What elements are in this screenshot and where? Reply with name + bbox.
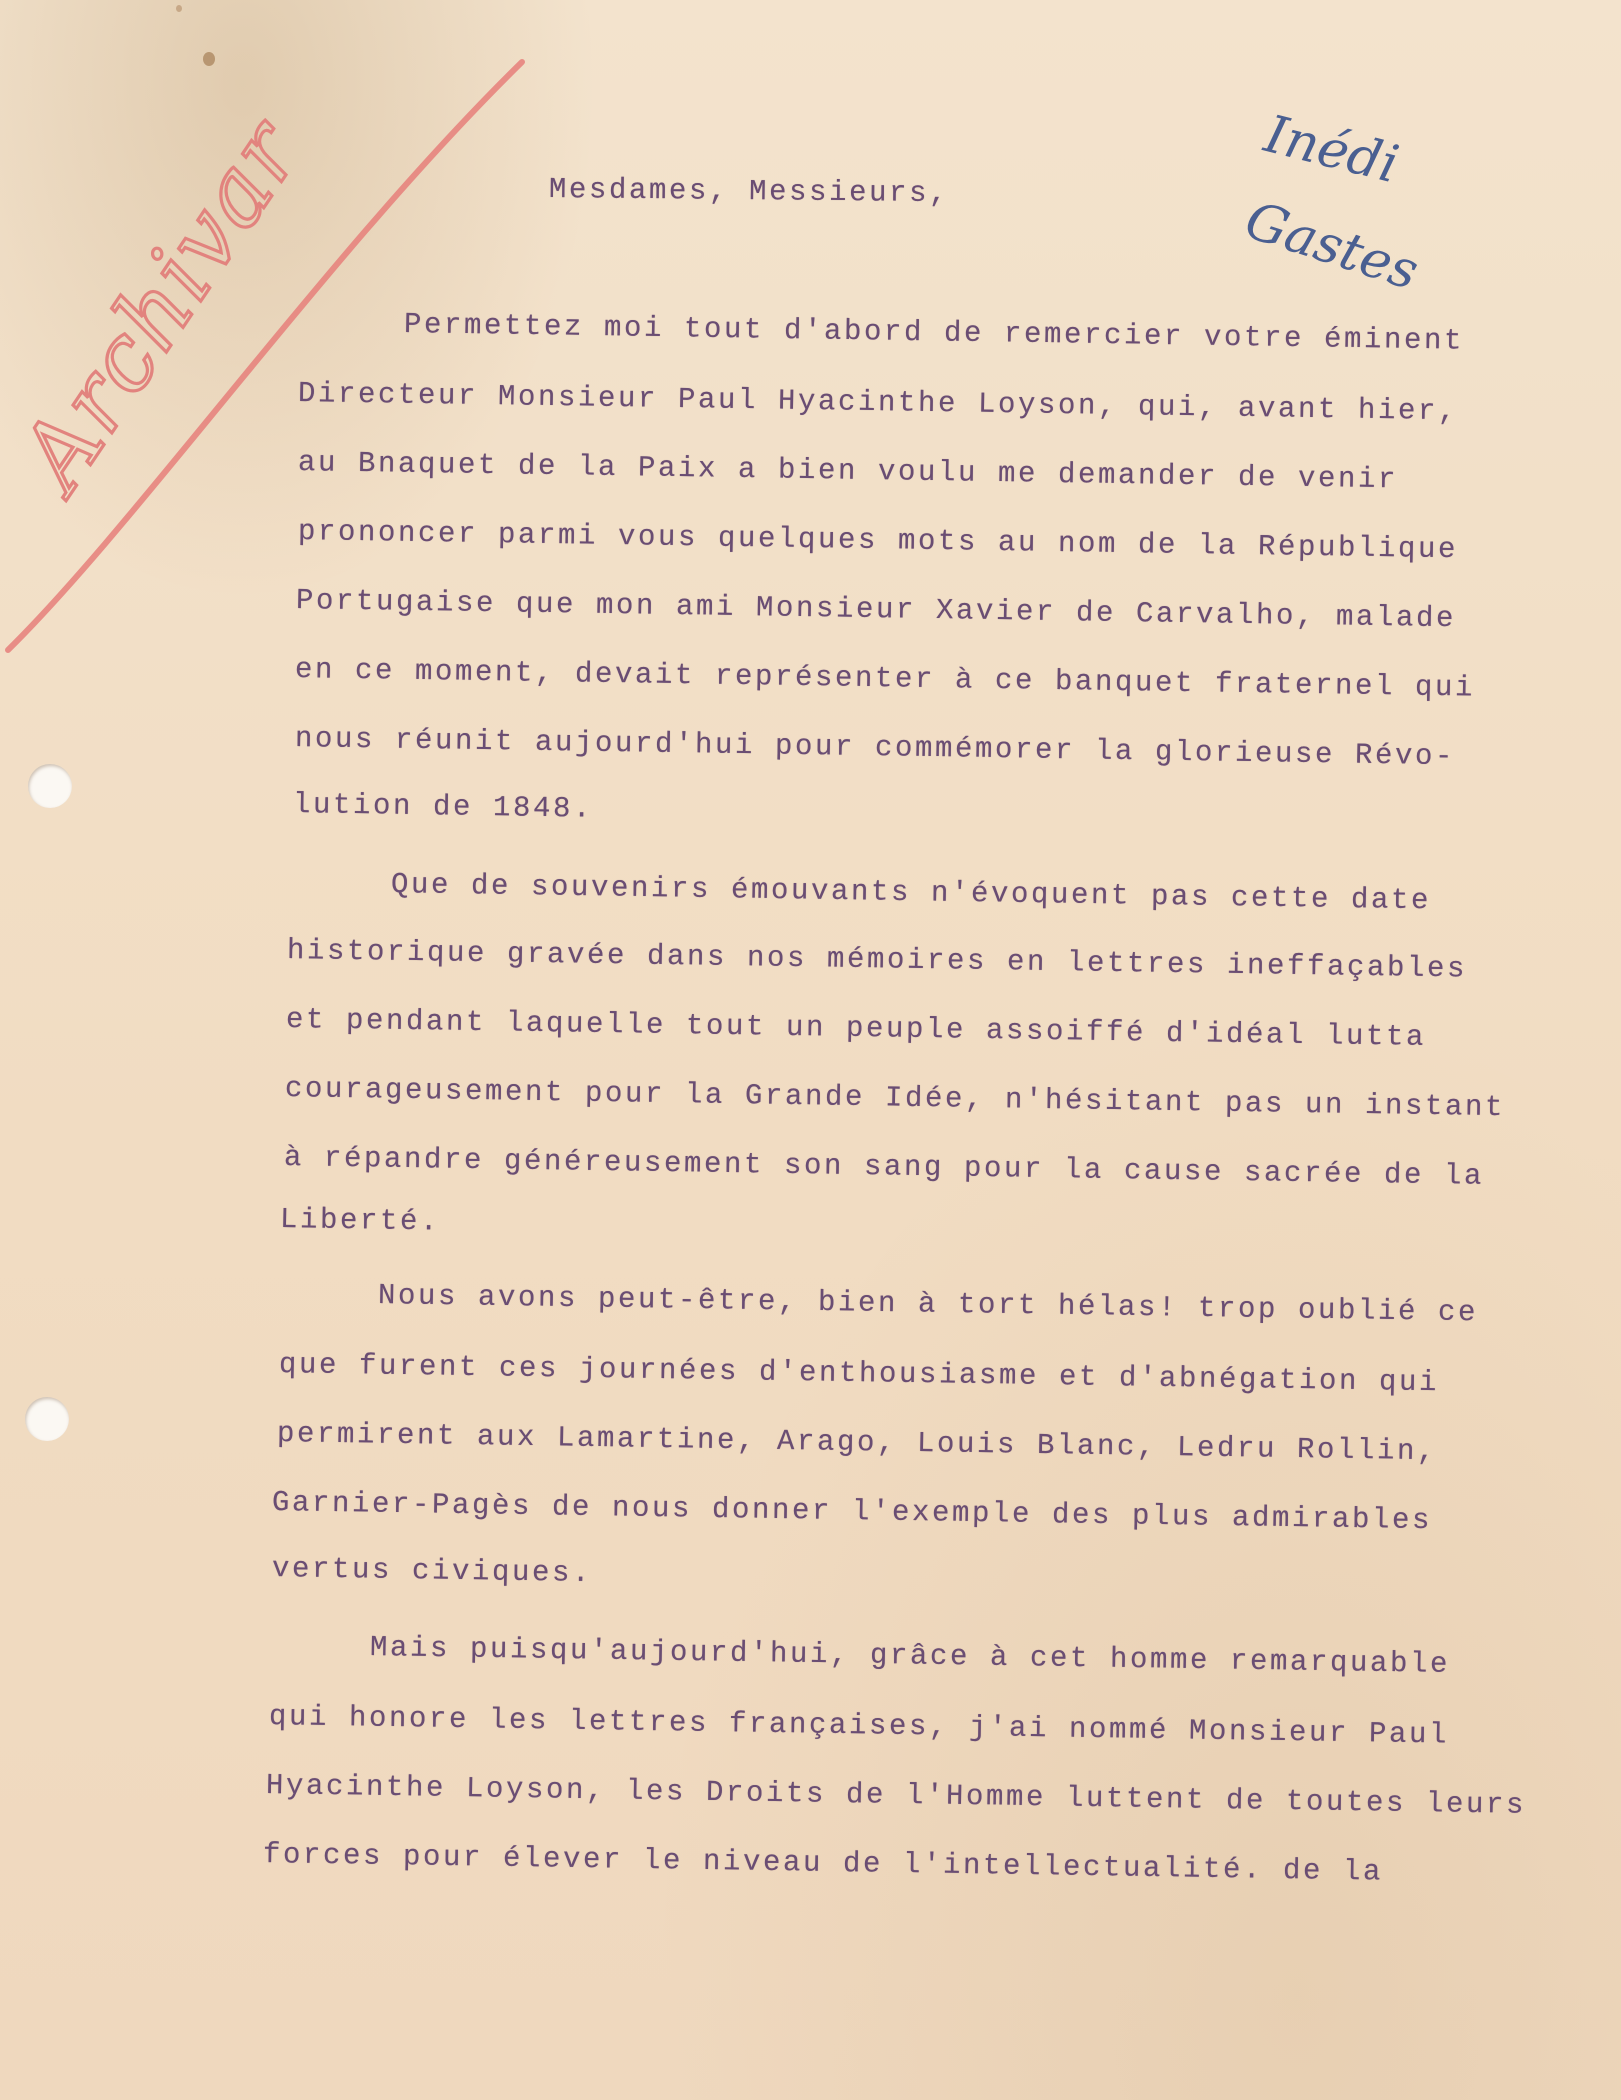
paragraph-2-line-6: Liberté. <box>279 1203 441 1239</box>
paragraph-2-line-4: courageusement pour la Grande Idée, n'hésitant pas un instant <box>284 1072 1506 1125</box>
paragraph-4-line-1: Mais puisqu'aujourd'hui, grâce à cet homme remarquable <box>369 1631 1451 1681</box>
archivar-text: Archivar <box>0 101 322 508</box>
paragraph-2-line-1: Que de souvenirs émouvants n'évoquent pas cette date <box>390 868 1432 918</box>
paragraph-4-line-2: qui honore les lettres françaises, j'ai nommé Monsieur Paul <box>268 1700 1450 1752</box>
paragraph-1-line-3: au Bnaquet de la Paix a bien voulu me demander de venir <box>297 446 1399 497</box>
handwritten-line-1: Inédi <box>1258 104 1405 196</box>
paragraph-3-line-4: Garnier-Pagès de nous donner l'exemple des plus admirables <box>271 1486 1433 1538</box>
paragraph-1-line-1: Permettez moi tout d'abord de remercier votre éminent <box>403 308 1465 358</box>
salutation: Mesdames, Messieurs, <box>548 173 950 211</box>
paragraph-2-line-5: à répandre généreusement son sang pour la cause sacrée de la <box>283 1141 1485 1193</box>
paragraph-1-line-8: lution de 1848. <box>292 788 594 826</box>
paragraph-3-line-2: que furent ces journées d'enthousiasme et d'abnégation qui <box>278 1348 1440 1400</box>
paragraph-1-line-4: prononcer parmi vous quelques mots au nom de la République <box>297 515 1459 567</box>
paragraph-1-line-7: nous réunit aujourd'hui pour commémorer la glorieuse Révo- <box>294 722 1456 774</box>
paragraph-3-line-1: Nous avons peut-être, bien à tort hélas! trop oublié ce <box>377 1279 1479 1330</box>
paragraph-1-line-6: en ce moment, devait représenter à ce banquet fraternel qui <box>294 653 1476 705</box>
paragraph-2-line-2: historique gravée dans nos mémoires en lettres ineffaçables <box>286 934 1468 986</box>
paragraph-4-line-4: forces pour élever le niveau de l'intellectualité. de la <box>262 1838 1384 1889</box>
paragraph-1-line-5: Portugaise que mon ami Monsieur Xavier de Carvalho, malade <box>295 584 1457 636</box>
paragraph-1-line-2: Directeur Monsieur Paul Hyacinthe Loyson, qui, avant hier, <box>297 377 1459 429</box>
handwritten-line-2: Gastes <box>1237 190 1426 303</box>
paragraph-3-line-3: permirent aux Lamartine, Arago, Louis Blanc, Ledru Rollin, <box>276 1417 1438 1469</box>
paragraph-4-line-3: Hyacinthe Loyson, les Droits de l'Homme luttent de toutes leurs <box>265 1769 1527 1822</box>
paragraph-2-line-3: et pendant laquelle tout un peuple assoiffé d'idéal lutta <box>285 1003 1427 1054</box>
paragraph-3-line-5: vertus civiques. <box>271 1552 593 1591</box>
